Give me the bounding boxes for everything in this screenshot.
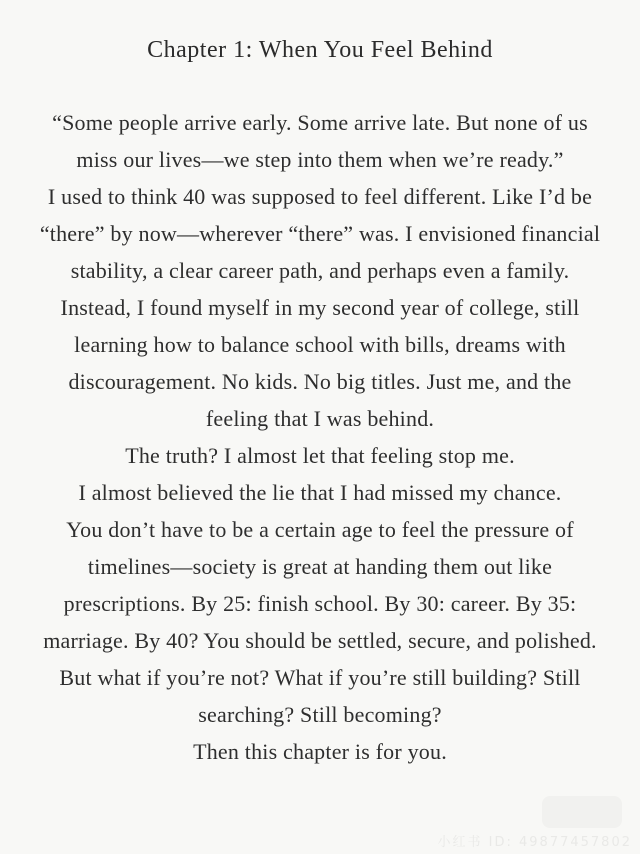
body-line: The truth? I almost let that feeling stop me. — [125, 443, 515, 468]
body-line: miss our lives—we step into them when we’re ready.” — [76, 147, 564, 172]
chapter-title: Chapter 1: When You Feel Behind — [147, 37, 493, 63]
body-line: stability, a clear career path, and perhaps even a family. — [70, 258, 570, 283]
body-line: feeling that I was behind. — [205, 406, 435, 431]
body-line: “Some people arrive early. Some arrive late. But none of us — [52, 110, 588, 135]
chapter-body — [0, 104, 640, 770]
body-line: But what if you’re not? What if you’re still building? Still — [59, 665, 581, 690]
body-line: I almost believed the lie that I had missed my chance. — [78, 480, 562, 505]
body-line: Then this chapter is for you. — [193, 739, 447, 764]
body-line: I used to think 40 was supposed to feel different. Like I’d be — [47, 184, 593, 209]
body-line: learning how to balance school with bills, dreams with — [74, 332, 566, 357]
body-line: “there” by now—wherever “there” was. I envisioned financial — [39, 221, 601, 246]
body-line: Instead, I found myself in my second year of college, still — [60, 295, 580, 320]
body-line: You don’t have to be a certain age to feel the pressure of — [66, 517, 574, 542]
watermark-text: 小红书 ID: 49877457802 — [437, 835, 632, 850]
body-line: prescriptions. By 25: finish school. By 30: career. By 35: — [63, 591, 577, 616]
watermark-logo — [542, 796, 622, 828]
body-line: searching? Still becoming? — [198, 702, 442, 727]
body-line: timelines—society is great at handing them out like — [87, 554, 553, 579]
body-line: discouragement. No kids. No big titles. Just me, and the — [68, 369, 572, 394]
body-line: marriage. By 40? You should be settled, secure, and polished. — [43, 628, 597, 653]
